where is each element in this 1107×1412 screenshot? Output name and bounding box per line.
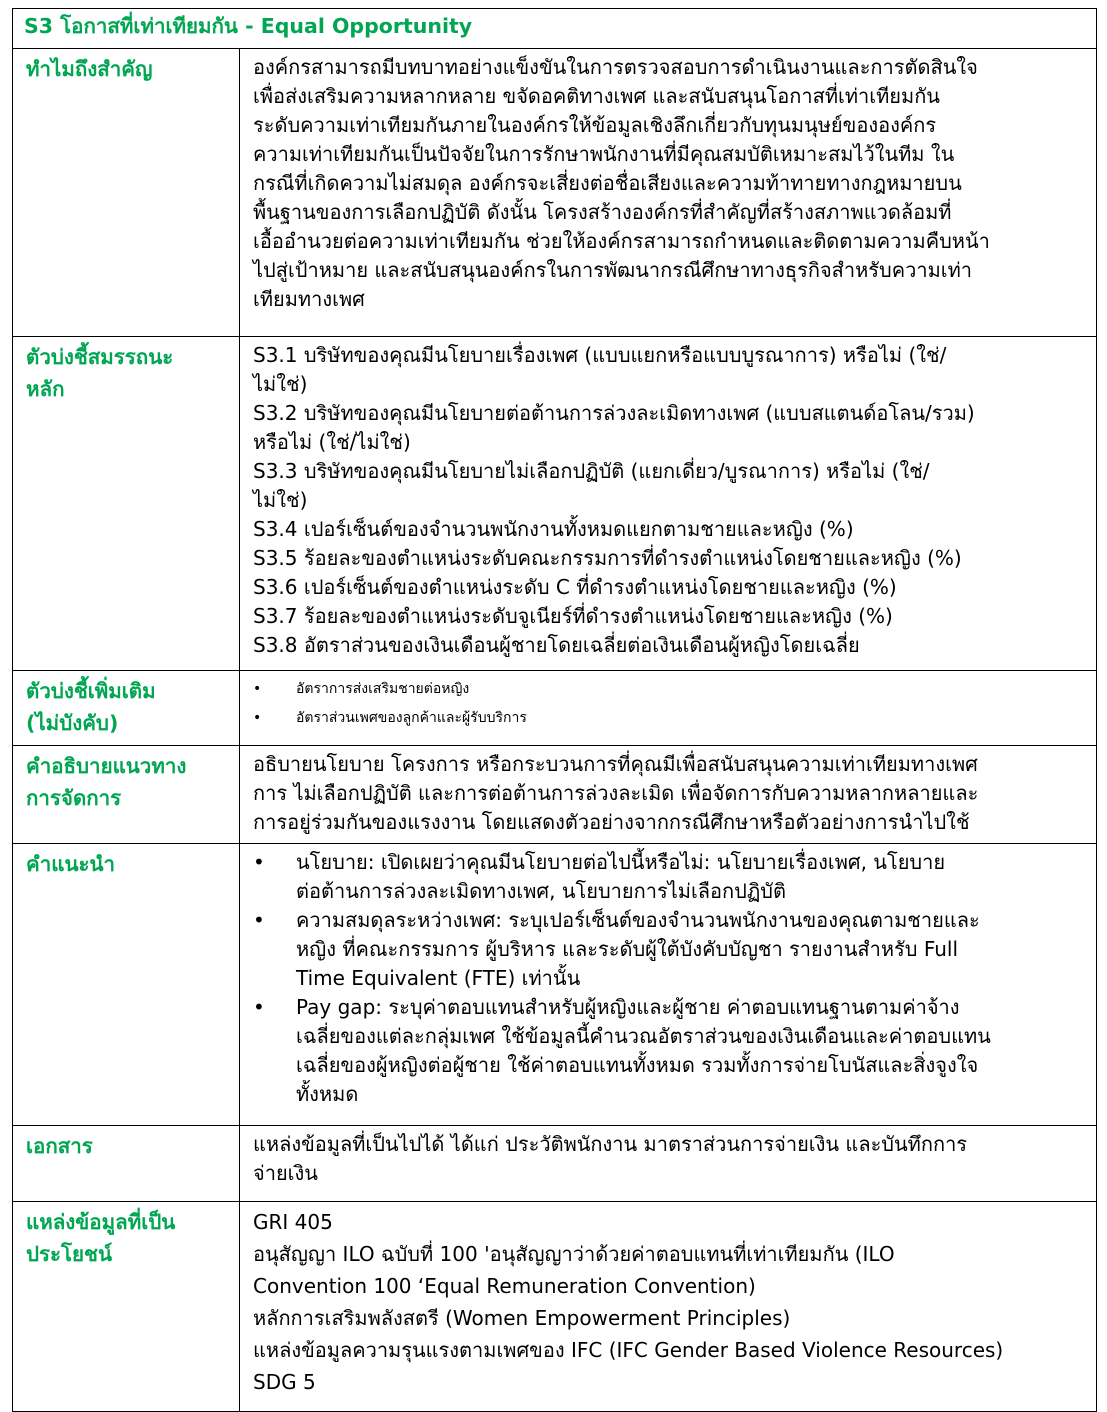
management-approach-text — [253, 750, 1088, 837]
content-cell — [240, 1126, 1097, 1202]
text-line: พื้นฐานของการเลือกปฏิบัติ ดังนั้น โครงสร้างองค์กรที่สำคัญที่สร้างสภาพแวดล้อมที่ — [253, 200, 952, 224]
equal-opportunity-document — [12, 8, 1097, 1412]
resources-list — [253, 1206, 1088, 1398]
recommendations-list — [253, 848, 1088, 1109]
text-line: เฉลี่ยของแต่ละกลุ่มเพศ ใช้ข้อมูลนี้คำนวณอัตราส่วนของเงินเดือนและค่าตอบแทน — [296, 1024, 991, 1048]
text-line: องค์กรสามารถมีบทบาทอย่างแข็งขันในการตรวจสอบการดำเนินงานและการตัดสินใจ — [253, 55, 978, 79]
label-cell — [13, 337, 240, 671]
list-item: • อัตราการส่งเสริมชายต่อหญิง — [253, 675, 1088, 704]
list-item — [253, 906, 1088, 993]
row-label — [26, 1206, 227, 1270]
content-cell — [240, 1202, 1097, 1412]
resource-line: Convention 100 ‘Equal Remuneration Convention) — [253, 1274, 756, 1298]
content-cell — [240, 671, 1097, 746]
text-line: เพื่อส่งเสริมความหลากหลาย ขจัดอคติทางเพศ และสนับสนุนโอกาสที่เท่าเทียมกัน — [253, 84, 940, 108]
indicator-line: ไม่ใช่) — [253, 488, 308, 512]
indicator-table — [12, 8, 1097, 1412]
text-line: กรณีที่เกิดความไม่สมดุล องค์กรจะเสี่ยงต่อชื่อเสียงและความท้าทายทางกฎหมายบน — [253, 171, 962, 195]
text-line: ไปสู่เป้าหมาย และสนับสนุนองค์กรในการพัฒนากรณีศึกษาทางธุรกิจสำหรับความเท่า — [253, 258, 973, 282]
row-management-approach — [13, 746, 1097, 844]
row-recommendations — [13, 844, 1097, 1126]
label-cell — [13, 671, 240, 746]
text-line: • Pay gap: ระบุค่าตอบแทนสำหรับผู้หญิงและผู้ชาย ค่าตอบแทนฐานตามค่าจ้าง — [296, 995, 960, 1019]
resource-line: GRI 405 — [253, 1210, 333, 1234]
label-cell — [13, 1202, 240, 1412]
text-line: หญิง ที่คณะกรรมการ ผู้บริหาร และระดับผู้ใต้บังคับบัญชา รายงานสำหรับ Full — [296, 937, 959, 961]
label-cell — [13, 49, 240, 337]
content-cell — [240, 49, 1097, 337]
label-line: ประโยชน์ — [26, 1242, 112, 1266]
text-line: ระดับความเท่าเทียมกันภายในองค์กรให้ข้อมูลเชิงลึกเกี่ยวกับทุนมนุษย์ขององค์กร — [253, 113, 937, 137]
text-line: ทั้งหมด — [296, 1082, 359, 1106]
documents-text — [253, 1130, 1088, 1188]
text-line: การ ไม่เลือกปฏิบัติ และการต่อต้านการล่วงละเมิด เพื่อจัดการกับความหลากหลายและ — [253, 781, 979, 805]
resource-line: หลักการเสริมพลังสตรี (Women Empowerment Principles) — [253, 1306, 791, 1330]
indicator-line: S3.1 บริษัทของคุณมีนโยบายเรื่องเพศ (แบบแยกหรือแบบบูรณาการ) หรือไม่ (ใช่/ — [253, 343, 947, 367]
label-line: ตัวบ่งชี้เพิ่มเติม — [26, 679, 156, 703]
resource-line: อนุสัญญา ILO ฉบับที่ 100 'อนุสัญญาว่าด้วยค่าตอบแทนที่เท่าเทียมกัน (ILO — [253, 1242, 895, 1266]
label-cell — [13, 746, 240, 844]
text-line: เอื้ออำนวยต่อความเท่าเทียมกัน ช่วยให้องค์กรสามารถกำหนดและติดตามความคืบหน้า — [253, 229, 990, 253]
indicator-line: หรือไม่ (ใช่/ไม่ใช่) — [253, 430, 411, 454]
text-line: เทียมทางเพศ — [253, 287, 365, 311]
label-line: ตัวบ่งชี้สมรรถนะ — [26, 345, 174, 369]
label-line: การจัดการ — [26, 786, 122, 810]
section-title: S3 โอกาสที่เท่าเทียมกัน - Equal Opportunity — [24, 14, 473, 38]
list-item: • อัตราส่วนเพศของลูกค้าและผู้รับบริการ — [253, 704, 1088, 733]
row-core-indicators — [13, 337, 1097, 671]
row-label: เอกสาร — [26, 1134, 93, 1158]
label-line: หลัก — [26, 377, 65, 401]
list-item — [253, 993, 1088, 1109]
label-line: แหล่งข้อมูลที่เป็น — [26, 1210, 176, 1234]
label-line: (ไม่บังคับ) — [26, 711, 119, 735]
indicator-line: S3.4 เปอร์เซ็นต์ของจำนวนพนักงานทั้งหมดแยกตามชายและหญิง (%) — [253, 517, 854, 541]
text-line: แหล่งข้อมูลที่เป็นไปได้ ได้แก่ ประวัติพนักงาน มาตราส่วนการจ่ายเงิน และบันทึกการ — [253, 1132, 968, 1156]
content-cell — [240, 844, 1097, 1126]
label-cell — [13, 844, 240, 1126]
row-label: คำแนะนำ — [26, 852, 115, 876]
indicator-line: S3.7 ร้อยละของตำแหน่งระดับจูเนียร์ที่ดำรงตำแหน่งโดยชายและหญิง (%) — [253, 604, 893, 628]
row-why-important — [13, 49, 1097, 337]
text-line: อธิบายนโยบาย โครงการ หรือกระบวนการที่คุณมีเพื่อสนับสนุนความเท่าเทียมทางเพศ — [253, 752, 978, 776]
row-documents — [13, 1126, 1097, 1202]
text-line: • นโยบาย: เปิดเผยว่าคุณมีนโยบายต่อไปนี้หรือไม่: นโยบายเรื่องเพศ, นโยบาย — [296, 850, 946, 874]
text-line: • ความสมดุลระหว่างเพศ: ระบุเปอร์เซ็นต์ของจำนวนพนักงานของคุณตามชายและ — [296, 908, 980, 932]
indicator-line: S3.2 บริษัทของคุณมีนโยบายต่อต้านการล่วงละเมิดทางเพศ (แบบสแตนด์อโลน/รวม) — [253, 401, 975, 425]
text-line: Time Equivalent (FTE) เท่านั้น — [296, 966, 581, 990]
core-indicators-list — [253, 341, 1088, 660]
indicator-line: S3.3 บริษัทของคุณมีนโยบายไม่เลือกปฏิบัติ (แยกเดี่ยว/บูรณาการ) หรือไม่ (ใช่/ — [253, 459, 930, 483]
text-line: ต่อต้านการล่วงละเมิดทางเพศ, นโยบายการไม่เลือกปฏิบัติ — [296, 879, 786, 903]
resource-line: แหล่งข้อมูลความรุนแรงตามเพศของ IFC (IFC Gender Based Violence Resources) — [253, 1338, 1004, 1362]
indicator-line: S3.5 ร้อยละของตำแหน่งระดับคณะกรรมการที่ดำรงตำแหน่งโดยชายและหญิง (%) — [253, 546, 962, 570]
row-label — [26, 675, 227, 739]
text-line: จ่ายเงิน — [253, 1161, 318, 1185]
additional-indicators-list — [253, 675, 1088, 733]
row-label — [26, 341, 227, 405]
row-additional-indicators — [13, 671, 1097, 746]
title-row — [13, 9, 1097, 49]
list-item — [253, 848, 1088, 906]
row-useful-resources — [13, 1202, 1097, 1412]
text-line: เฉลี่ยของผู้หญิงต่อผู้ชาย ใช้ค่าตอบแทนทั้งหมด รวมทั้งการจ่ายโบนัสและสิ่งจูงใจ — [296, 1053, 979, 1077]
indicator-line: ไม่ใช่) — [253, 372, 308, 396]
row-label: ทำไมถึงสำคัญ — [26, 57, 153, 81]
row-label — [26, 750, 227, 814]
resource-line: SDG 5 — [253, 1370, 316, 1394]
indicator-line: S3.8 อัตราส่วนของเงินเดือนผู้ชายโดยเฉลี่ยต่อเงินเดือนผู้หญิงโดยเฉลี่ย — [253, 633, 860, 657]
why-important-text — [253, 53, 1088, 314]
text-line: การอยู่ร่วมกันของแรงงาน โดยแสดงตัวอย่างจากกรณีศึกษาหรือตัวอย่างการนำไปใช้ — [253, 810, 970, 834]
title-cell — [13, 9, 1097, 49]
label-line: คำอธิบายแนวทาง — [26, 754, 187, 778]
content-cell — [240, 746, 1097, 844]
content-cell — [240, 337, 1097, 671]
text-line: ความเท่าเทียมกันเป็นปัจจัยในการรักษาพนักงานที่มีคุณสมบัติเหมาะสมไว้ในทีม ใน — [253, 142, 955, 166]
indicator-line: S3.6 เปอร์เซ็นต์ของตำแหน่งระดับ C ที่ดำรงตำแหน่งโดยชายและหญิง (%) — [253, 575, 897, 599]
label-cell — [13, 1126, 240, 1202]
